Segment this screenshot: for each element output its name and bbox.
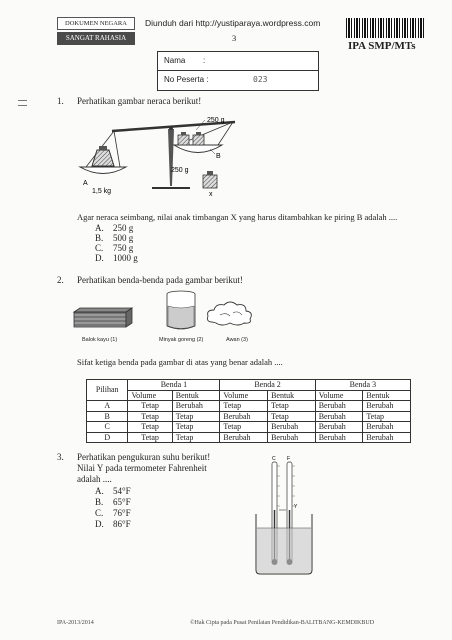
weight-250g-1-knob xyxy=(181,132,186,135)
pan-b xyxy=(174,145,222,153)
footer-copyright: ©Hak Cipta pada Pusat Penilaian Pendidikan-BALITBANG-KEMDIKBUD xyxy=(190,620,375,626)
margin-mark xyxy=(18,100,27,106)
identity-box xyxy=(157,51,319,91)
q1-number: 1. xyxy=(57,96,64,106)
table-cell: Berubah xyxy=(315,432,363,443)
label-a: A xyxy=(83,180,88,187)
table-cell: Berubah xyxy=(220,411,268,422)
q1-question: Agar neraca seimbang, nilai anak timbangan X yang harus ditambahkan ke piring B adalah .... xyxy=(77,212,398,222)
subheader-cell: Volume xyxy=(128,390,172,401)
q1-stem: Perhatikan gambar neraca berikut! xyxy=(77,96,202,106)
fahrenheit-label: F xyxy=(287,456,291,462)
celsius-label: C xyxy=(272,456,276,462)
page-number: 3 xyxy=(232,33,237,43)
q2-question: Sifat ketiga benda pada gambar di atas yang benar adalah .... xyxy=(77,357,283,367)
subheader-cell: Bentuk xyxy=(268,390,316,401)
name-label: Nama xyxy=(164,56,186,65)
q1-option-b-letter: B. xyxy=(95,233,104,243)
objects-figure xyxy=(70,288,270,334)
row-option: B xyxy=(87,411,128,422)
participant-label: No Peserta : xyxy=(164,75,209,84)
q3-option-a-text: 54°F xyxy=(113,486,131,496)
q3-option-b-letter: B. xyxy=(95,497,104,507)
table-cell: Berubah xyxy=(315,422,363,433)
table-cell: Berubah xyxy=(268,422,316,433)
q3-option-d-letter: D. xyxy=(95,519,104,529)
q3-line1: Perhatikan pengukuran suhu berikut! xyxy=(77,452,211,462)
source-text: Diunduh dari http://yustiparaya.wordpress.com xyxy=(145,18,321,28)
name-colon: : xyxy=(203,56,206,65)
table-cell: Tetap xyxy=(128,411,172,422)
balance-scale-figure xyxy=(70,108,270,200)
participant-row xyxy=(158,70,318,89)
row-option: C xyxy=(87,422,128,433)
row-option: D xyxy=(87,432,128,443)
q3-option-c-text: 76°F xyxy=(113,508,131,518)
q3-line2: Nilai Y pada termometer Fahrenheit xyxy=(77,463,207,473)
beaker-water xyxy=(257,528,311,573)
subheader-cell: Bentuk xyxy=(172,390,220,401)
table-cell: Tetap xyxy=(268,411,316,422)
document-label: DOKUMEN NEGARA xyxy=(57,17,135,30)
group-header-3: Benda 3 xyxy=(315,380,410,391)
q3-option-c[interactable] xyxy=(95,508,131,518)
q1-option-c-letter: C. xyxy=(95,243,104,253)
weight-1-5kg-knob xyxy=(99,146,107,150)
q3-option-d[interactable] xyxy=(95,519,131,529)
table-header-row xyxy=(87,380,411,391)
answer-table xyxy=(86,379,411,443)
q1-option-d-text: 1000 g xyxy=(113,253,138,263)
participant-value: 023 xyxy=(253,75,268,84)
subject-label: IPA SMP/MTs xyxy=(348,40,416,52)
weight-1-5kg xyxy=(92,150,114,166)
thermometer-figure xyxy=(250,452,320,578)
q1-option-d-letter: D. xyxy=(95,253,104,263)
weight-250g-2-knob xyxy=(196,132,201,135)
weight-x-knob xyxy=(207,171,213,175)
table-cell: Tetap xyxy=(363,411,411,422)
table-cell: Berubah xyxy=(220,432,268,443)
weight-x xyxy=(203,175,217,188)
q3-option-b-text: 65°F xyxy=(113,497,131,507)
q1-option-d[interactable] xyxy=(95,253,138,263)
q3-option-a[interactable] xyxy=(95,486,131,496)
group-header-2: Benda 2 xyxy=(220,380,315,391)
cloud-shape xyxy=(208,302,252,325)
q2-number: 2. xyxy=(57,275,64,285)
q3-option-d-text: 86°F xyxy=(113,519,131,529)
q1-option-b[interactable] xyxy=(95,233,133,243)
q1-option-b-text: 500 g xyxy=(113,233,134,243)
table-cell: Tetap xyxy=(172,422,220,433)
table-cell: Berubah xyxy=(268,432,316,443)
q3-option-a-letter: A. xyxy=(95,486,104,496)
pan-a xyxy=(80,167,126,174)
q1-option-c-text: 750 g xyxy=(113,243,134,253)
table-cell: Tetap xyxy=(172,411,220,422)
table-cell: Tetap xyxy=(268,401,316,412)
caption-cloud: Awan (3) xyxy=(226,337,248,343)
table-cell: Berubah xyxy=(315,401,363,412)
oil-liquid xyxy=(168,306,194,329)
balance-pivot xyxy=(169,126,173,130)
q1-option-a-letter: A. xyxy=(95,223,104,233)
subheader-cell: Volume xyxy=(220,390,268,401)
weight-250g-2 xyxy=(193,135,204,145)
subheader-cell: Bentuk xyxy=(363,390,411,401)
q1-option-a[interactable] xyxy=(95,223,133,233)
row-option: A xyxy=(87,401,128,412)
label-1-5kg: 1,5 kg xyxy=(92,188,112,195)
balance-stand xyxy=(168,129,174,186)
table-cell: Tetap xyxy=(220,422,268,433)
table-row xyxy=(87,422,411,433)
table-cell: Berubah xyxy=(363,401,411,412)
table-cell: Tetap xyxy=(128,401,172,412)
q3-number: 3. xyxy=(57,452,64,462)
q3-option-c-letter: C. xyxy=(95,508,104,518)
table-row xyxy=(87,432,411,443)
table-row xyxy=(87,401,411,412)
q2-stem: Perhatikan benda-benda pada gambar berikut! xyxy=(77,275,243,285)
q1-option-c[interactable] xyxy=(95,243,133,253)
label-b: B xyxy=(216,153,221,160)
label-x: x xyxy=(209,191,213,198)
table-cell: Berubah xyxy=(363,432,411,443)
table-cell: Tetap xyxy=(220,401,268,412)
label-250g-bottom: 250 g xyxy=(171,167,189,174)
table-row xyxy=(87,411,411,422)
secret-label: SANGAT RAHASIA xyxy=(57,32,135,45)
table-cell: Tetap xyxy=(128,432,172,443)
q1-option-a-text: 250 g xyxy=(113,223,134,233)
barcode-image xyxy=(346,18,424,38)
table-cell: Tetap xyxy=(128,422,172,433)
pan-a-string-right xyxy=(114,131,120,167)
table-cell: Berubah xyxy=(172,401,220,412)
footer-left: IPA-2013/2014 xyxy=(57,620,94,626)
table-cell: Berubah xyxy=(363,422,411,433)
label-250g-top: 250 g xyxy=(207,117,225,124)
table-cell: Tetap xyxy=(172,432,220,443)
table-subheader-row xyxy=(87,390,411,401)
name-row xyxy=(158,52,318,70)
group-header-1: Benda 1 xyxy=(128,380,220,391)
wood-block-front xyxy=(74,312,126,327)
weight-250g-1 xyxy=(178,135,189,145)
table-cell: Berubah xyxy=(315,411,363,422)
caption-wood-block: Balok kayu (1) xyxy=(82,337,118,343)
caption-cooking-oil: Minyak goreng (2) xyxy=(159,337,204,343)
y-label: Y xyxy=(294,504,298,510)
q3-line3: adalah .... xyxy=(77,474,112,484)
wood-block-top xyxy=(74,308,132,312)
subheader-cell: Volume xyxy=(315,390,363,401)
q3-option-b[interactable] xyxy=(95,497,131,507)
pilihan-header: Pilihan xyxy=(87,380,128,401)
